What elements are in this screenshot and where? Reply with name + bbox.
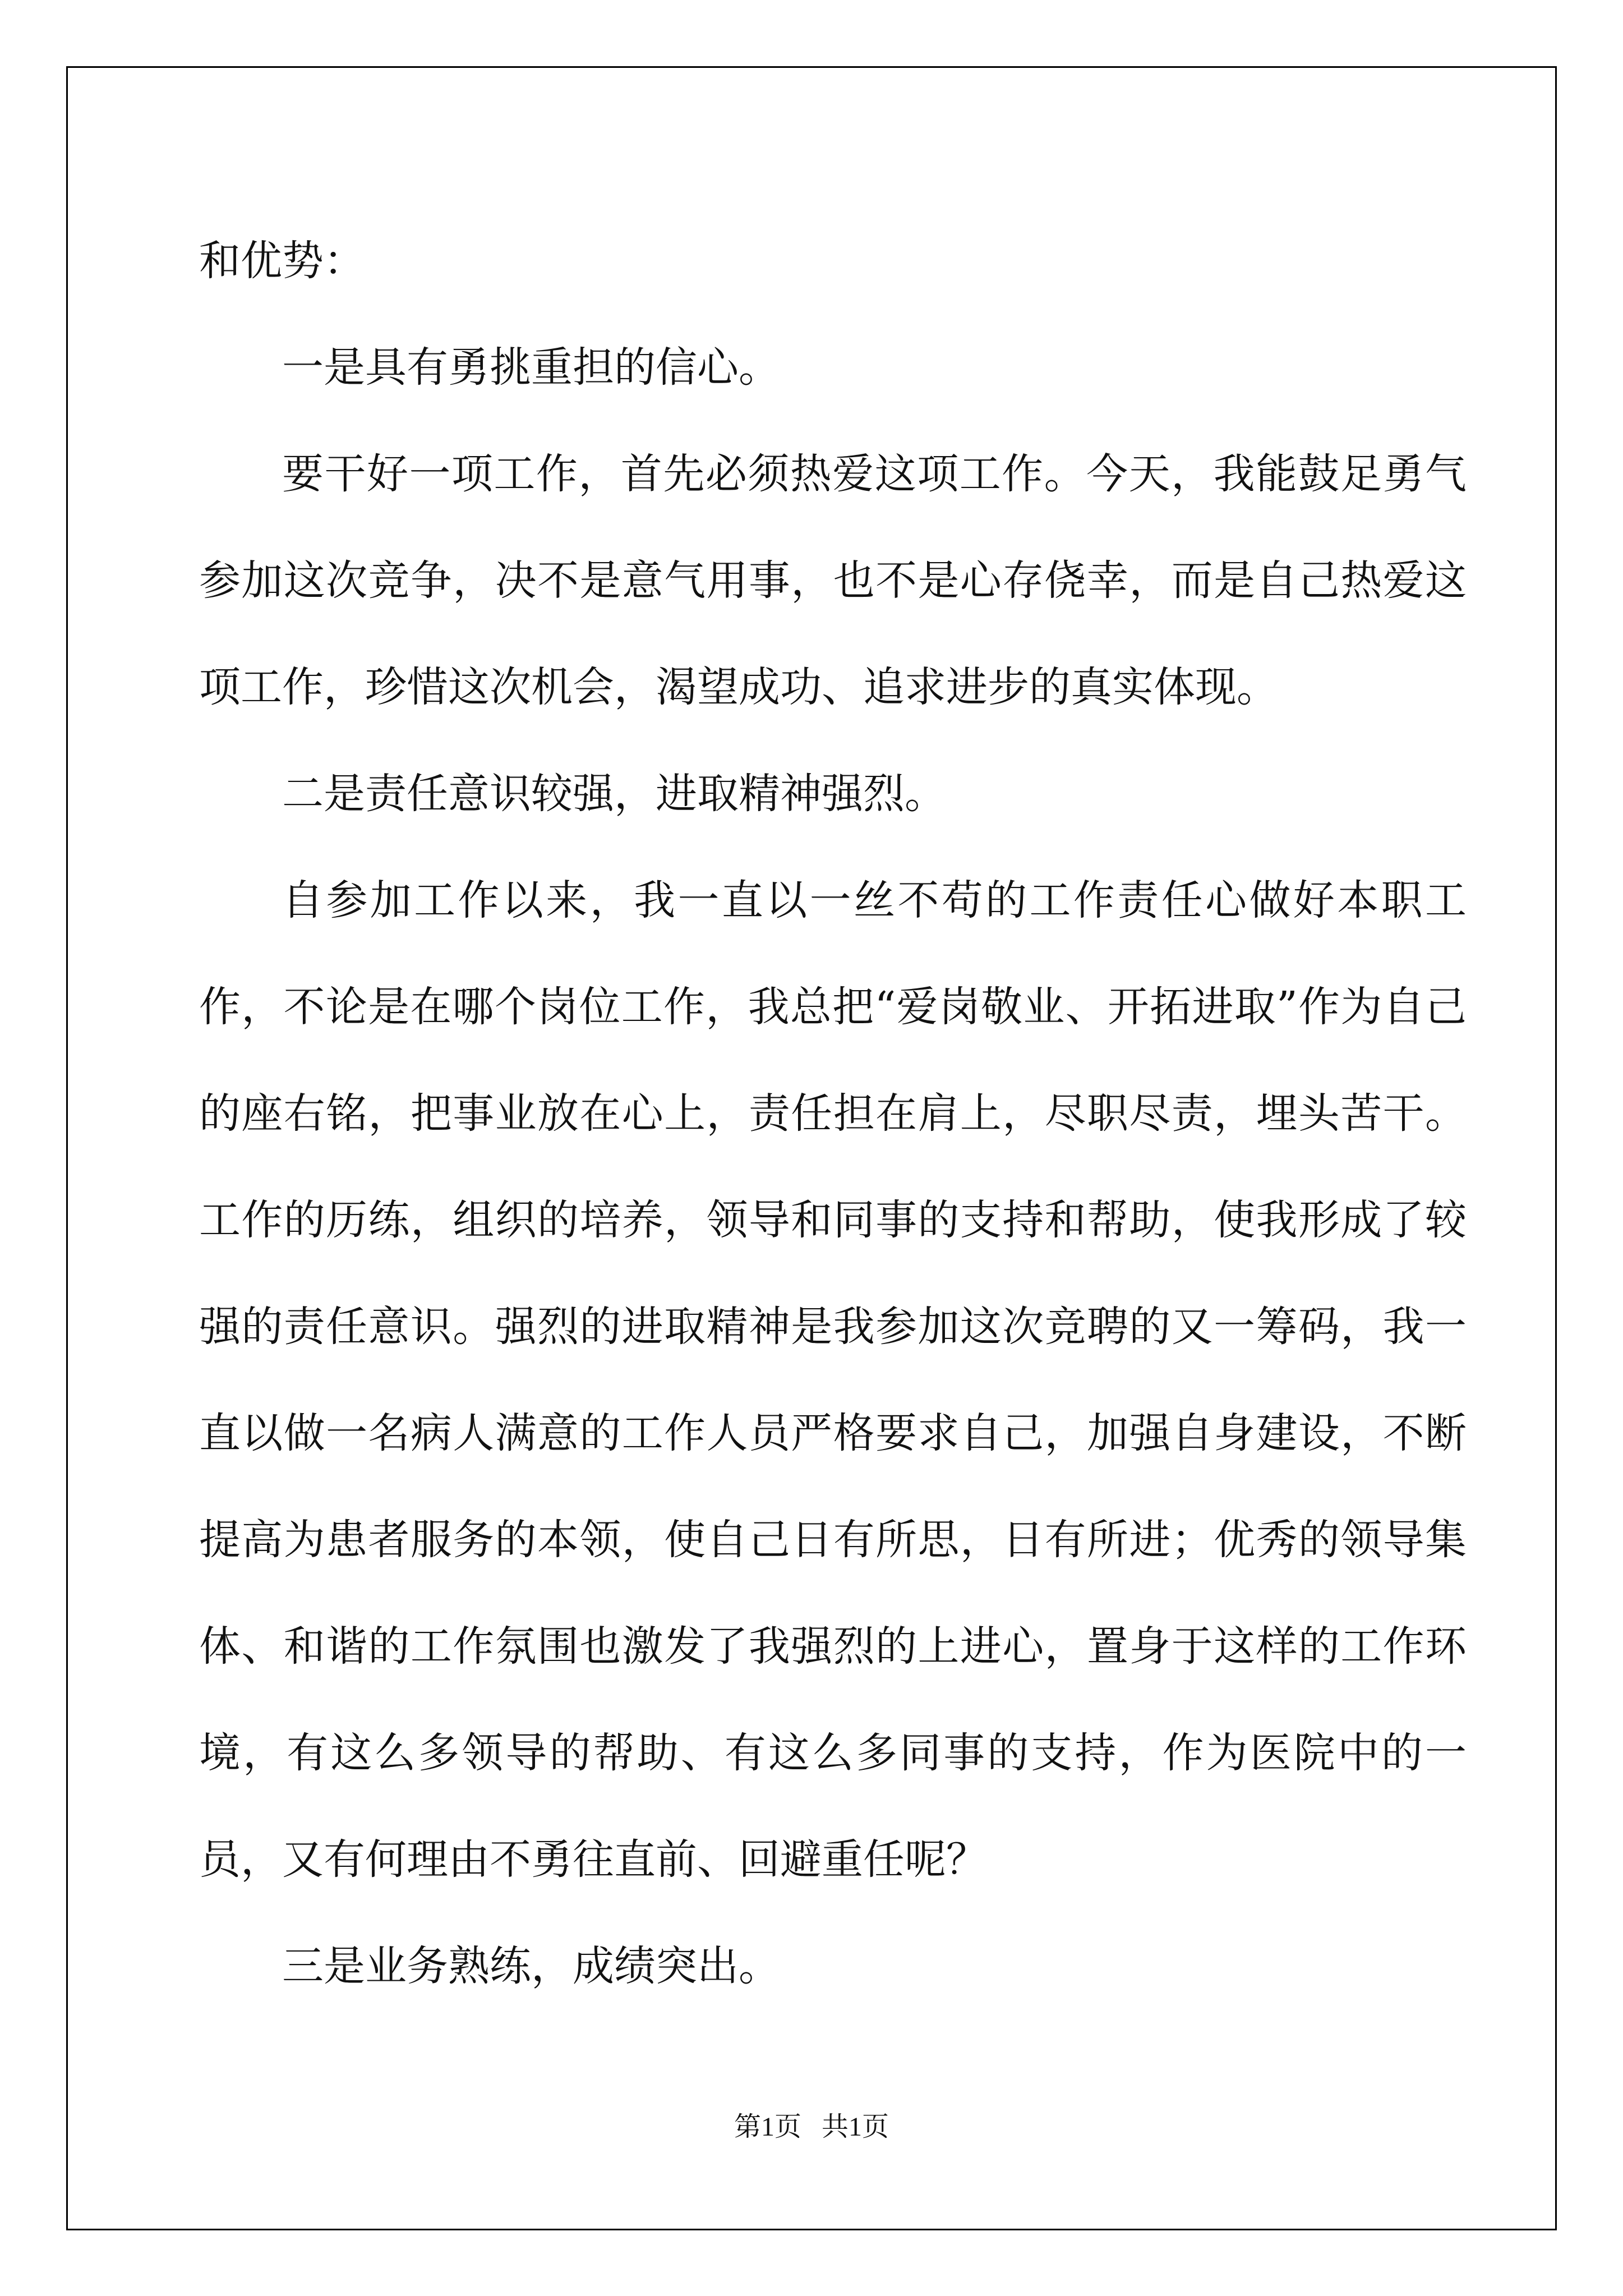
paragraph-point-two: 二是责任意识较强，进取精神强烈。 [282, 770, 946, 818]
paragraph-point-three: 三是业务熟练，成绩突出。 [282, 1942, 780, 1990]
paragraph-point-one: 一是具有勇挑重担的信心。 [282, 343, 780, 392]
paragraph-continuation: 和优势： [199, 237, 365, 285]
paragraph-passion: 要干好一项工作，首先必须热爱这项工作。今天，我能鼓足勇气参加这次竞争，决不是意气用事，也不是心存侥幸，而是自己热爱这项工作，珍惜这次机会，渴望成功、追求进步的真实体现。 [199, 450, 1467, 711]
document-body [199, 208, 1467, 2019]
paragraph-responsibility: 自参加工作以来，我一直以一丝不苟的工作责任心做好本职工作，不论是在哪个岗位工作，我总把“爱岗敬业、开拓进取”作为自己的座右铭，把事业放在心上，责任担在肩上，尽职尽责，埋头苦干。工作的历练，组织的培养，领导和同事的支持和帮助，使我形成了较强的责任意识。强烈的进取精神是我参加这次竞聘的又一筹码，我一直以做一名病人满意的工作人员严格要求自己，加强自身建设，不断提高为患者服务的本领，使自己日有所思，日有所进；优秀的领导集体、和谐的工作氛围也激发了我强烈的上进心，置身于这样的工作环境，有这么多领导的帮助、有这么多同事的支持，作为医院中的一员，又有何理由不勇往直前、回避重任呢？ [199, 876, 1467, 1884]
page-footer: 第1页 共1页 [734, 2112, 889, 2142]
